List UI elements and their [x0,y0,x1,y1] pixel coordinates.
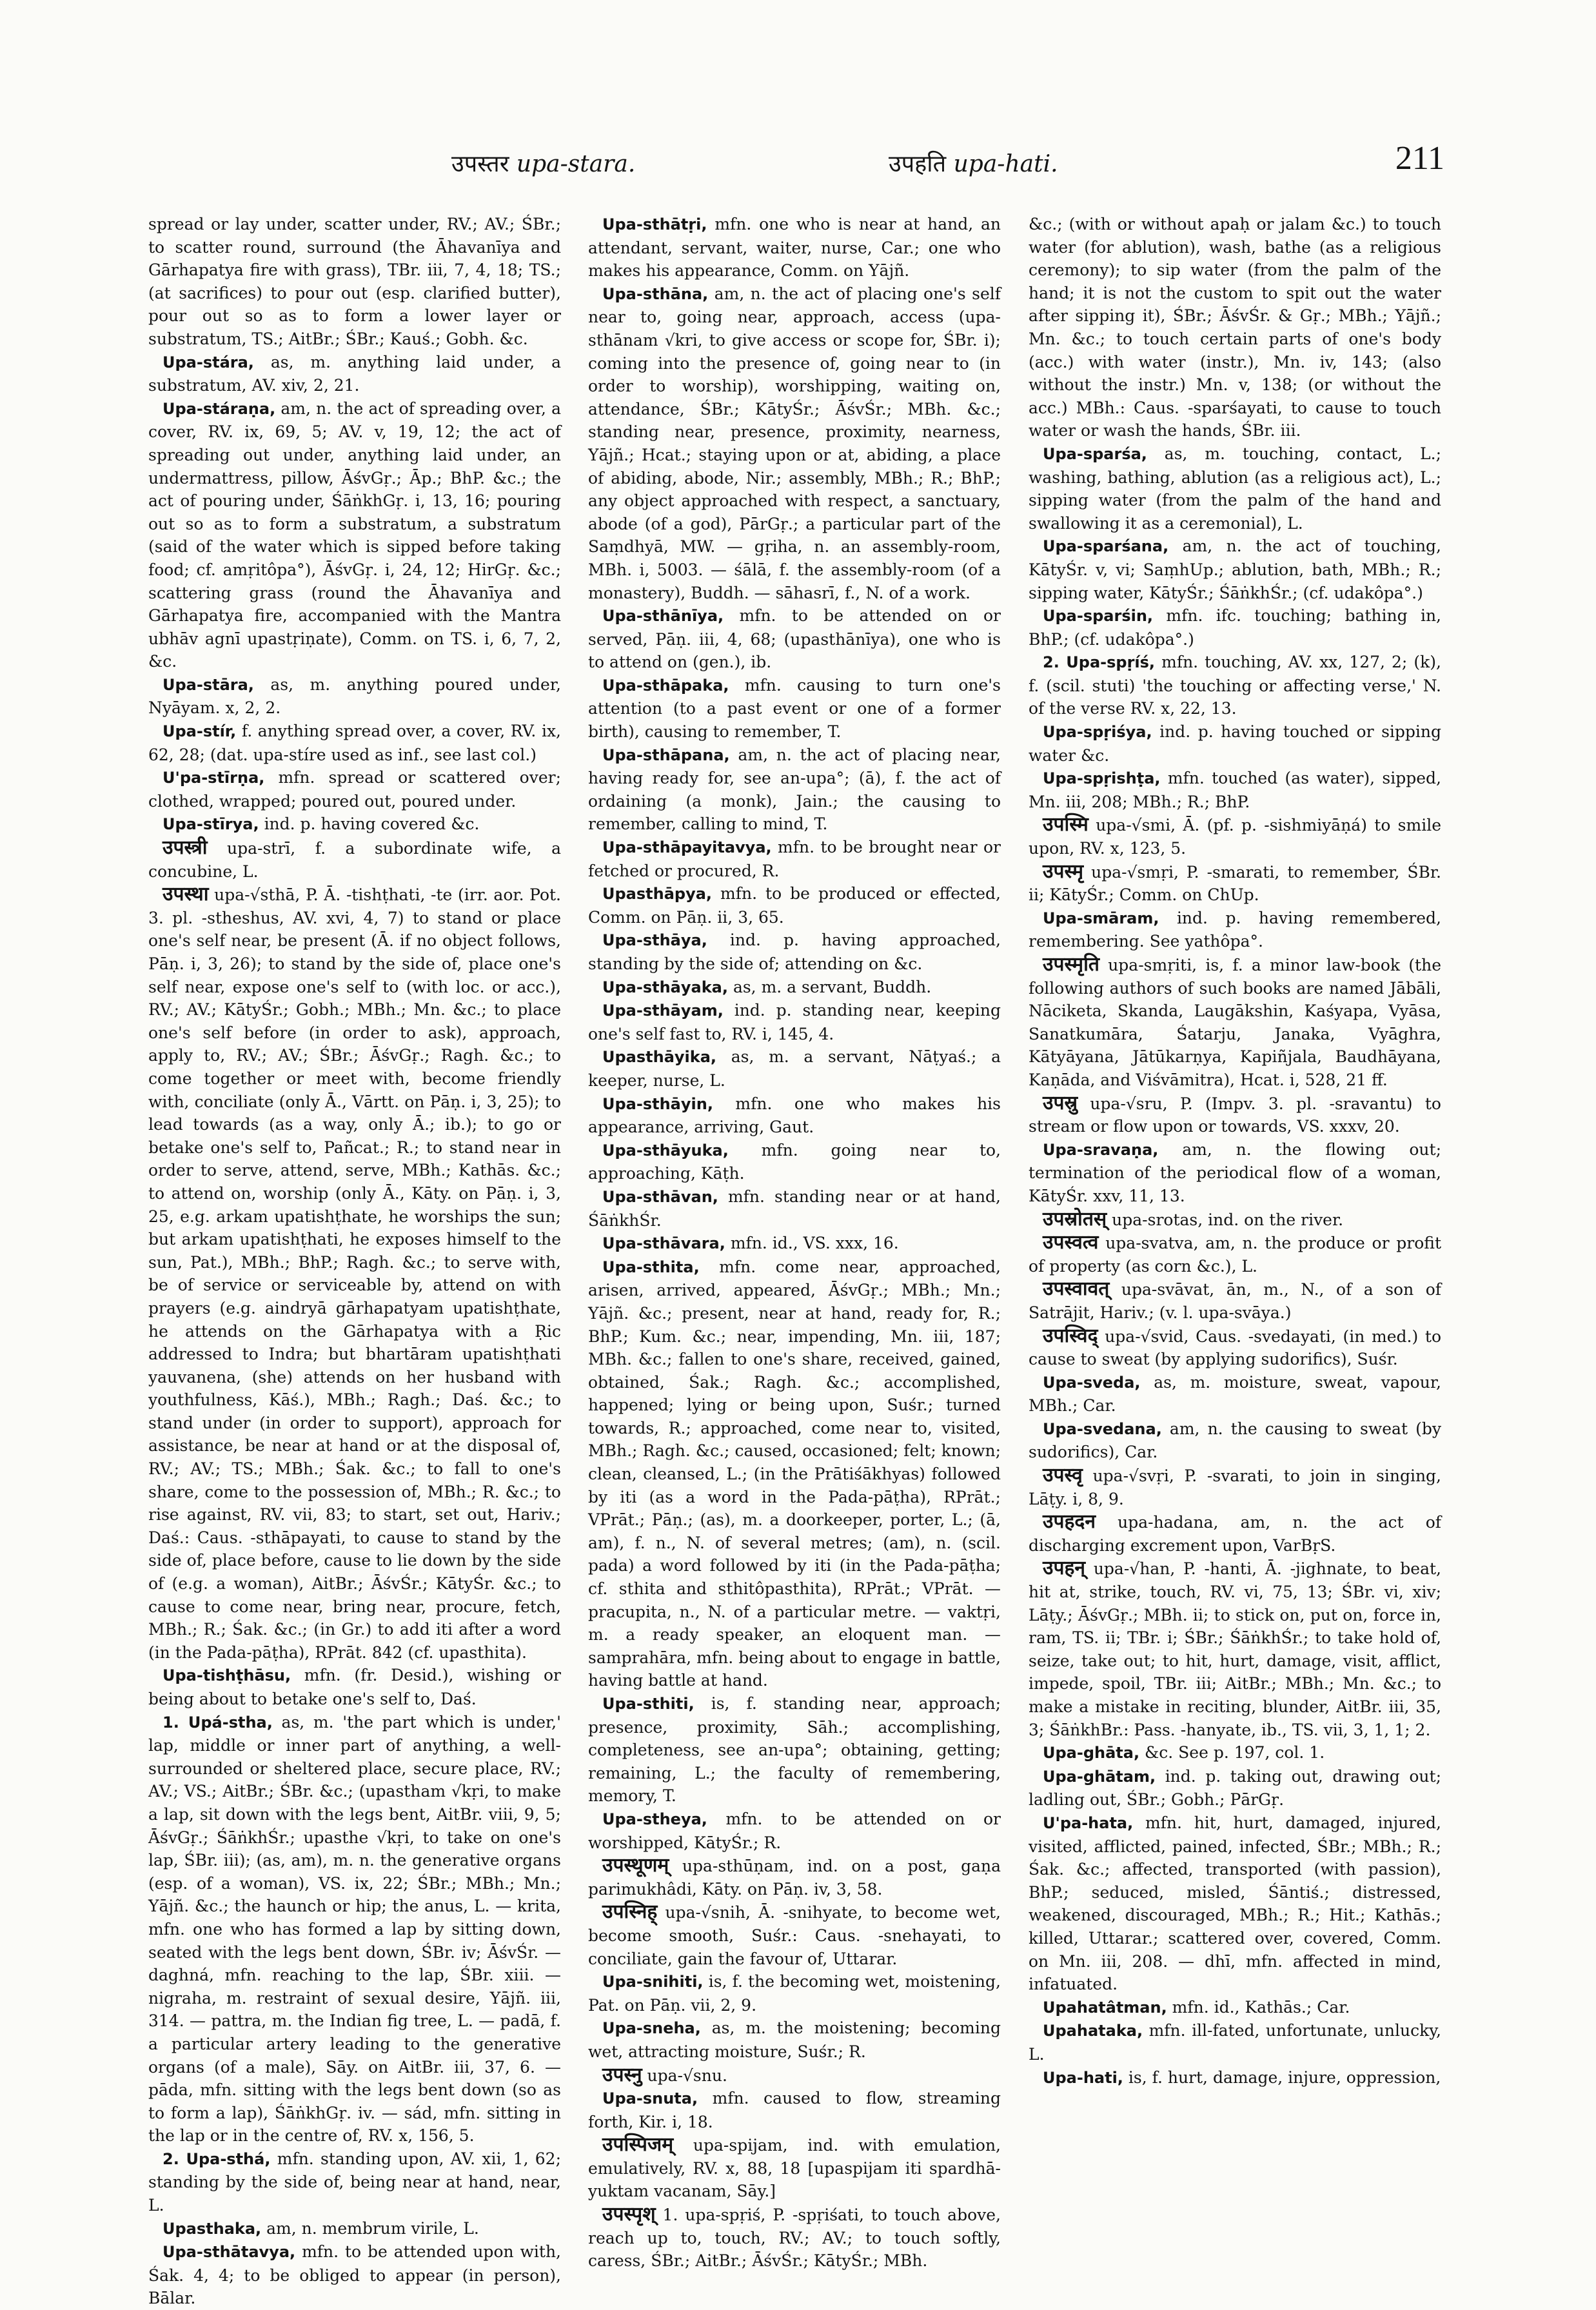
entry-text: mfn. going near to, approaching, Kāṭh. [588,1140,1001,1183]
entry-headword: Upa-sthāyuka, [602,1141,729,1160]
dictionary-entry [1029,1996,1441,2020]
entry-text: as, m. a servant, Nāṭyaś.; a keeper, nurse, L. [588,1047,1001,1090]
entry-text: mfn. to be attended upon with, Śak. 4, 4; to be obliged to appear (in person), Bālar. [148,2242,561,2308]
entry-devanagari: उपस्निह् [602,1900,658,1924]
dictionary-entry [588,674,1001,744]
entry-headword: Upasthāpya, [602,885,713,903]
entry-devanagari: उपस्थूणम् [602,1854,669,1877]
dictionary-entry [1029,1464,1441,1510]
entry-devanagari: उपस्पिजम् [602,2133,674,2157]
entry-devanagari: उपस्मि [1043,813,1089,836]
dictionary-entry [1029,213,1441,442]
dictionary-entry [1029,860,1441,907]
entry-headword: U'pa-stīrṇa, [163,769,265,787]
running-head-right-roman: upa-hati. [953,151,1058,177]
entry-text: mfn. ifc. touching; bathing in, BhP.; (cf. udakôpa°.) [1029,606,1441,649]
entry-text: upa-√sthā, P. Ā. -tishṭhati, -te (irr. aor. Pot. 3. pl. -stheshus, AV. xvi, 4, 7) to stand or place one's self near, be present (Ā. if no object follows, Pāṇ. i, 3, 26); to stand by the side of, place one's self near, expose one's self to (with loc. or acc.), RV.; AV.; KātyŚr.; Gobh.; MBh.; Mn. &c.; to place one's self before (in order to ask), approach, apply to, RV.; AV.; ŚBr.; ĀśvGṛ.; Ragh. &c.; to come together or meet with, become friendly with, conciliate (only Ā., Vārtt. on Pāṇ. i, 3, 25); to lead towards (as a way, only Ā.; ib.); to go or betake one's self to, Pañcat.; R.; to stand near in order to serve, attend, serve, MBh.; Kathās. &c.; to attend on, worship (only Ā., Kāty. on Pāṇ. i, 3, 25, e.g. arkam upatishṭhate, he worships the sun; but arkam upatishṭhati, he exposes himself to the sun, Pat.), MBh.; BhP.; Ragh. &c.; to serve with, be of service or serviceable by, attend on with prayers (e.g. aindryā gārhapatyam upatishṭhate, he attends on the Gārhapatya with a Ṛic addressed to Indra; but bhartāram upatishṭhati yauvanena, (she) attends on her husband with youthfulness, Kāś.), MBh.; Ragh.; Daś. &c.; to stand under (in order to support), approach for assistance, be near at hand or at the disposal of, RV.; AV.; TS.; MBh.; Śak. &c.; to fall to one's share, come to the possession of, MBh.; R. &c.; to rise against, RV. vii, 83; to start, set out, Hariv.; Daś.: Caus. -sthāpayati, to cause to stand by the side of, place before, cause to lie down by the side of (e.g. a woman), AitBr.; ĀśvŚr.; KātyŚr. &c.; to cause to come near, bring near, procure, fetch, MBh.; R.; Śak. &c.; (in Gr.) to add iti after a word (in the Pada-pāṭha), RPrāt. 842 (cf. upasthita). [148,885,562,1662]
dictionary-entry [1029,1557,1441,1741]
dictionary-entry [1029,1417,1441,1464]
entry-devanagari: उपस्मृति [1043,953,1099,976]
dictionary-entry [588,976,1001,1000]
entry-headword: Upa-spṛiśya, [1043,723,1152,742]
entry-text: upa-hadana, am, n. the act of discharging excrement upon, VarBṛS. [1029,1513,1441,1555]
entry-text: mfn. touching, AV. xx, 127, 2; (k), f. (scil. stuti) 'the touching or affecting verse,' N. of the verse RV. x, 22, 13. [1029,653,1441,718]
running-head-left-deva: उपस्तर [451,151,509,177]
dictionary-entry [588,1970,1001,2017]
entry-text: as, m. a servant, Buddh. [733,977,932,996]
dictionary-entry [588,2017,1001,2063]
entry-text: as, m. moisture, sweat, vapour, MBh.; Car. [1029,1372,1441,1416]
entry-text: mfn. (fr. Desid.), wishing or being about to betake one's self to, Daś. [148,1666,561,1708]
entry-text: f. anything spread over, a cover, RV. ix, 62, 28; (dat. upa-stíre used as inf., see last col.) [148,722,561,764]
entry-headword: Upa-sthāvara, [602,1234,725,1253]
entry-headword: Upa-smāram, [1043,909,1159,927]
entry-headword: Upa-sthānīya, [602,607,724,626]
entry-headword: Upahataka, [1043,2022,1143,2040]
dictionary-entry [588,1692,1001,1808]
entry-headword: Upasthāyika, [602,1048,717,1067]
entry-headword: Upa-sthāpaka, [602,676,729,695]
dictionary-entry [1029,1278,1441,1324]
dictionary-entry [1029,1371,1441,1417]
entry-devanagari: उपस्रोतस् [1043,1207,1107,1230]
entry-text: mfn. one who is near at hand, an attendant, servant, waiter, nurse, Car.; one who makes his appearance, Comm. on Yājñ. [588,215,1001,281]
page-number: 211 [1395,140,1444,177]
entry-devanagari: उपस्त्री [163,836,208,860]
entry-headword: Upa-ghāta, [1043,1744,1140,1762]
entry-devanagari: उपस्पृश् [602,2203,656,2226]
dictionary-entry [148,720,561,766]
entry-text: ind. p. having approached, standing by the side of; attending on &c. [588,931,1001,973]
dictionary-entry [1029,1208,1441,1232]
entry-text: upa-spijam, ind. with emulation, emulatively, RV. x, 88, 18 [upaspijam iti spardhā-yuktam vacanam, Sāy.] [588,2136,1001,2201]
entry-headword: Upasthaka, [163,2219,262,2238]
entry-text: upa-√svṛi, P. -svarati, to join in singing, Lāṭy. i, 8, 9. [1029,1466,1441,1508]
entry-text: mfn. hit, hurt, damaged, injured, visited, afflicted, pained, infected, ŚBr.; MBh.; R.; Śak. &c.; affected, transported (with passion), BhP.; seduced, misled, Śāntiś.; distressed, weakened, discouraged, MBh.; R.; Hit.; Kathās.; killed, Uttarar.; scattered over, covered, Comm. on Mn. iii, 208. — dhī, mfn. affected in mind, infatuated. [1029,1813,1441,1994]
entry-headword: Upa-sparśa, [1043,444,1147,463]
entry-text: &c. See p. 197, col. 1. [1145,1743,1325,1762]
entry-devanagari: उपस्वावत् [1043,1278,1110,1301]
dictionary-entry [1029,2066,1441,2090]
dictionary-entry [148,836,561,883]
entry-text: mfn. to be attended on or worshipped, KātyŚr.; R. [588,1809,1001,1852]
dictionary-entry [148,351,561,397]
entry-text: ind. p. having covered &c. [264,814,480,834]
column-3 [1029,213,1441,2218]
entry-text: upa-√snih, Ā. -snihyate, to become wet, become smooth, Suśr.: Caus. -snehayati, to conciliate, gain the favour of, Uttarar. [588,1903,1001,1968]
entry-headword: Upa-sravaṇa, [1043,1140,1159,1159]
entry-devanagari: उपस्वृ [1043,1464,1083,1487]
entry-headword: Upa-sthāya, [602,931,707,950]
dictionary-entry [588,836,1001,882]
entry-text: upa-svatva, am, n. the produce or profit of property (as corn &c.), L. [1029,1234,1441,1276]
entry-text: upa-smṛiti, is, f. a minor law-book (the following authors of such books are named Jābāli, Nāciketa, Skanda, Laugākshin, Kaśyapa, Vyāsa, Sanatkumāra, Śatarju, Janaka, Vyāghra, Kātyāyana, Jātūkarṇya, Kapiñjala, Baudhāyana, Kaṇāda, and Viśvāmitra), Hcat. i, 528, 21 ff. [1029,956,1441,1089]
entry-text: is, f. the becoming wet, moistening, Pat. on Pāṇ. vii, 2, 9. [588,1972,1001,2015]
entry-text: am, n. the act of placing one's self near to, going near, approach, access (upa-sthānam √kri, to give access or scope for, ŚBr. i); coming into the presence of, going near to (in order to worship), worshipping, waiting on, attendance, ŚBr.; KātyŚr.; ĀśvŚr.; MBh. &c.; standing near, presence, proximity, nearness, Yājñ.; Hcat.; staying upon or at, abiding, a place of abiding, abode, Nir.; assembly, MBh.; R.; BhP.; any object approached with respect, a sanctuary, abode (of a god), PārGṛ.; a particular part of the Saṃdhyā, MW. — gṛiha, n. an assembly-room, MBh. i, 5003. — śālā, f. the assembly-room (of a monastery), Buddh. — sāhasrī, f., N. of a work. [588,284,1001,602]
dictionary-entry [588,1045,1001,1092]
dictionary-entry [1029,720,1441,767]
dictionary-entry [588,1900,1001,1970]
entry-devanagari: उपस्था [163,883,209,906]
entry-headword: Upa-stára, [163,353,254,371]
entry-devanagari: उपस्मृ [1043,860,1084,883]
dictionary-entry [588,282,1001,604]
entry-headword: Upa-tishṭhāsu, [163,1666,291,1685]
dictionary-entry [148,213,561,351]
entry-devanagari: उपस्नु [602,2063,642,2086]
dictionary-entry [588,1232,1001,1256]
entry-text: &c.; (with or without apaḥ or jalam &c.) to touch water (for ablution), wash, bathe (as a religious ceremony); to sip water (from the palm of the hand; it is not the custom to spit out the water after sipping it), ŚBr.; ĀśvŚr. & Gṛ.; MBh.; Yājñ.; Mn. &c.; to touch certain parts of one's body (acc.) with water (instr.), Mn. iv, 143; (also without the instr.) Mn. v, 138; (or without the acc.) MBh.: Caus. -sparśayati, to cause to touch water or wash the hands, ŚBr. iii. [1029,215,1441,440]
entry-text: am, n. membrum virile, L. [266,2218,479,2238]
entry-headword: Upa-sthāyin, [602,1094,713,1113]
entry-text: upa-sthūṇam, ind. on a post, gaṇa parimukhâdi, Kāty. on Pāṇ. iv, 3, 58. [588,1857,1001,1899]
entry-headword: Upa-snuta, [602,2089,698,2108]
dictionary-entry [588,213,1001,282]
dictionary-entry [148,813,561,836]
entry-text: mfn. spread or scattered over; clothed, wrapped; poured out, poured under. [148,768,561,811]
entry-text: upa-√smi, Ā. (pf. p. -sishmiyāṇá) to smile upon, RV. x, 123, 5. [1029,816,1441,858]
running-head-left [451,147,635,179]
entry-text: ind. p. standing near, keeping one's self fast to, RV. i, 145, 4. [588,1001,1001,1043]
dictionary-entry [148,1711,561,2147]
entry-headword: 2. Upa-sthá, [163,2149,271,2168]
column-2 [588,213,1001,2271]
dictionary-entry [1029,442,1441,535]
column-1 [148,213,562,2308]
entry-devanagari: उपहन् [1043,1557,1086,1580]
entry-text: mfn. standing upon, AV. xii, 1, 62; standing by the side of, being near at hand, near, L. [148,2149,562,2215]
entry-text: upa-srotas, ind. on the river. [1112,1210,1344,1229]
entry-text: upa-√smṛi, P. -smarati, to remember, ŚBr. ii; KātyŚr.; Comm. on ChUp. [1029,862,1441,905]
dictionary-entry [1029,651,1441,720]
dictionary-entry [148,766,561,813]
entry-text: mfn. come near, approached, arisen, arrived, appeared, ĀśvGṛ.; MBh.; Mn.; Yājñ. &c.; present, near at hand, ready for, R.; BhP.; Kum. &c.; near, impending, Mn. iii, 187; MBh. &c.; fallen to one's share, received, gained, obtained, Śak.; Ragh. &c.; accomplished, happened; lying or being upon, Suśr.; turned towards, R.; approached, come near to, visited, MBh.; Ragh. &c.; caused, occasioned; felt; known; clean, cleansed, L.; (in the Prātiśākhyas) followed by iti (as a word in the Pada-pāṭha), RPrāt.; VPrāt.; Pāṇ.; (as), m. a doorkeeper, porter, L.; (ā, am), f. n., N. of several metres; (am), n. (scil. pada) a word followed by iti (in the Pada-pāṭha; cf. sthita and sthitôpasthita), RPrāt.; VPrāt. — pracupita, n., N. of a particular metre. — vaktṛi, m. a ready speaker, an eloquent man. — samprahāra, mfn. being about to engage in battle, having battle at hand. [588,1257,1001,1690]
entry-text: upa-√sru, P. (Impv. 3. pl. -sravantu) to stream or flow upon or towards, VS. xxxv, 20. [1029,1094,1441,1136]
entry-text: mfn. id., VS. xxx, 16. [730,1234,899,1253]
entry-text: am, n. the act of touching, KātyŚr. v, vi; SaṃhUp.; ablution, bath, MBh.; R.; sipping water, KātyŚr.; ŚāṅkhŚr.; (cf. udakôpa°.) [1029,537,1442,602]
entry-text: as, m. anything poured under, Nyāyam. x, 2, 2. [148,675,561,718]
dictionary-entry [148,2240,561,2310]
entry-headword: U'pa-hata, [1043,1813,1134,1832]
entry-headword: Upa-sneha, [602,2019,701,2038]
entry-headword: Upa-stheya, [602,1810,707,1828]
dictionary-entry [1029,1231,1441,1278]
dictionary-entry [588,882,1001,929]
entry-text: am, n. the act of spreading over, a cover, RV. ix, 69, 5; AV. v, 19, 12; the act of spreading out under, anything laid under, an undermattress, pillow, ĀśvGṛ.; Āp.; BhP. &c.; the act of pouring under, ŚāṅkhGṛ. i, 13, 16; pouring out so as to form a substratum, a substratum (said of the water which is sipped before taking food; cf. amṛitôpa°), ĀśvGṛ. i, 24, 12; HirGṛ. &c.; scattering grass (round the Āhavanīya and Gārhapatya fire, accompanied with the Mantra ubhāv agnī upastṛiṇate), Comm. on TS. i, 6, 7, 2, &c. [148,399,561,671]
dictionary-entry [148,2217,561,2241]
running-head-left-roman: upa-stara. [516,151,636,177]
entry-headword: Upa-sthāyaka, [602,978,728,996]
entry-headword: Upa-sthiti, [602,1695,695,1713]
entry-headword: Upa-sthāvan, [602,1187,718,1206]
dictionary-entry [1029,1811,1441,1996]
dictionary-entry [1029,953,1441,1092]
entry-text: mfn. one who makes his appearance, arriving, Gaut. [588,1094,1001,1137]
dictionary-entry [1029,535,1441,604]
entry-text: upa-√svid, Caus. -svedayati, (in med.) to cause to sweat (by applying sudorifics), Suśr. [1029,1327,1441,1369]
entry-text: spread or lay under, scatter under, RV.; AV.; ŚBr.; to scatter round, surround (the Āhavanīya and Gārhapatya fire with grass), TBr. iii, 7, 4, 18; TS.; (at sacrifices) to pour out (esp. clarified butter), pour out so as to form a lower layer or substratum, TS.; AitBr.; ŚBr.; Kauś.; Gobh. &c. [148,215,561,348]
page-header [148,129,1444,181]
entry-text: mfn. standing near or at hand, ŚāṅkhŚr. [588,1187,1001,1230]
entry-text: ind. p. taking out, drawing out; ladling out, ŚBr.; Gobh.; PārGṛ. [1029,1766,1441,1810]
entry-headword: Upa-stír, [163,722,237,741]
entry-headword: Upa-hati, [1043,2068,1123,2087]
dictionary-entry [588,604,1001,674]
dictionary-entry [588,2133,1001,2203]
entry-text: mfn. caused to flow, streaming forth, Kir. i, 18. [588,2089,1001,2131]
dictionary-entry [588,999,1001,1045]
entry-headword: Upa-sparśin, [1043,607,1154,626]
entry-headword: Upa-sthātṛi, [602,215,707,233]
dictionary-entry [1029,2019,1441,2066]
dictionary-entry [588,1185,1001,1232]
dictionary-entry [1029,1741,1441,1765]
entry-devanagari: उपस्रु [1043,1091,1078,1114]
dictionary-entry [1029,767,1441,813]
entry-text: is, f. standing near, approach; presence, proximity, Sāh.; accomplishing, completeness, see an-upa°; obtaining, getting; remaining, L.; the faculty of remembering, memory, T. [588,1694,1001,1806]
entry-headword: Upa-stáraṇa, [163,399,276,418]
dictionary-entry [588,1808,1001,1854]
entry-headword: Upa-sthāpana, [602,745,730,764]
entry-headword: Upa-sthāpayitavya, [602,838,772,857]
dictionary-entry [148,2147,561,2217]
running-head-right-deva: उपहति [889,151,947,177]
entry-text: am, n. the flowing out; termination of the periodical flow of a woman, KātyŚr. xxv, 11, 13. [1029,1140,1441,1205]
dictionary-entry [148,1664,561,1710]
entry-headword: 1. Upá-stha, [163,1713,273,1732]
entry-text: mfn. to be produced or effected, Comm. on Pāṇ. ii, 3, 65. [588,884,1001,927]
entry-headword: Upahatâtman, [1043,1998,1167,2017]
entry-headword: Upa-svedana, [1043,1419,1162,1438]
entry-headword: 2. Upa-spṛíś, [1043,653,1156,672]
entry-text: mfn. ill-fated, unfortunate, unlucky, L. [1029,2021,1441,2064]
entry-headword: Upa-snihiti, [602,1973,704,1991]
dictionary-entry [1029,1510,1441,1557]
dictionary-entry [148,397,561,673]
entry-text: mfn. causing to turn one's attention (to a past event or one of a former birth), causing to remember, T. [588,675,1001,742]
entry-devanagari: उपहदन [1043,1510,1096,1534]
entry-devanagari: उपस्विद् [1043,1324,1098,1347]
dictionary-entry [588,2203,1001,2273]
entry-text: upa-strī, f. a subordinate wife, a concubine, L. [148,839,561,881]
entry-headword: Upa-stāra, [163,675,254,694]
entry-headword: Upa-sthātavya, [163,2243,296,2262]
dictionary-entry [588,929,1001,975]
dictionary-entry [588,1854,1001,1900]
dictionary-entry [588,1092,1001,1139]
dictionary-entry [1029,604,1441,651]
entry-text: as, m. the moistening; becoming wet, attracting moisture, Suśr.; R. [588,2019,1001,2061]
entry-headword: Upa-sthāyam, [602,1002,724,1020]
entry-headword: Upa-sthita, [602,1258,700,1276]
entry-text: ind. p. having touched or sipping water &c. [1029,722,1441,765]
dictionary-entry [588,2087,1001,2133]
entry-text: 1. upa-spṛiś, P. -spṛiśati, to touch above, reach up to, touch, RV.; AV.; to touch softly, caress, ŚBr.; AitBr.; ĀśvŚr.; KātyŚr.; MBh. [588,2206,1001,2271]
entry-text: as, m. touching, contact, L.; washing, bathing, ablution (as a religious act), L.; sipping water (from the palm of the hand and swallowing it as a ceremonial), L. [1029,444,1441,533]
entry-text: mfn. to be attended on or served, Pāṇ. iii, 4, 68; (upasthānīya), one who is to attend on (gen.), ib. [588,606,1001,672]
dictionary-entry [588,2064,1001,2088]
dictionary-entry [1029,1765,1441,1811]
entry-headword: Upa-sparśana, [1043,537,1169,556]
dictionary-entry [1029,1325,1441,1371]
entry-text: is, f. hurt, damage, injure, oppression, [1128,2068,1441,2087]
entry-text: upa-√han, P. -hanti, Ā. -jighnate, to beat, hit at, strike, touch, RV. vi, 75, 13; ŚBr. vi, xiv; Lāṭy.; ĀśvGṛ.; MBh. ii; to stick on, put on, force in, ram, TS. ii; TBr. i; ŚBr.; ŚāṅkhŚr.; to take hold of, seize, take out; to hit, hurt, damage, visit, afflict, impede, spoil, TBr. iii; AitBr.; MBh.; Mn. &c.; to make a mistake in reciting, blunder, AitBr. iii, 35, 3; ŚāṅkhBr.: Pass. -hanyate, ib., TS. vii, 3, 1, 1; 2. [1029,1559,1441,1739]
entry-text: as, m. 'the part which is under,' lap, middle or inner part of anything, a well-surrounded or sheltered place, secure place, RV.; AV.; VS.; AitBr.; ŚBr. &c.; (upastham √kṛi, to make a lap, sit down with the legs bent, AitBr. viii, 9, 5; ĀśvGṛ.; ŚāṅkhŚr.; upasthe √kṛi, to take on one's lap, ŚBr. iii); (as, am), m. n. the generative organs (esp. of a woman), VS. ix, 22; ŚBr.; MBh.; Mn.; Yājñ. &c.; the haunch or hip; the anus, L. — krita, mfn. one who has formed a lap by sitting down, seated with the legs bent down, ŚBr. iv; ĀśvŚr. — daghná, mfn. reaching to the lap, ŚBr. xiii. — nigraha, m. restraint of sexual desire, Yājñ. iii, 314. — pattra, m. the Indian fig tree, L. — padā, f. a particular artery leading to the generative organs (of a male), Sāy. on AitBr. iii, 37, 6. — pāda, mfn. sitting with the legs bent down (so as to form a lap), ŚāṅkhGṛ. iv. — sád, mfn. sitting in the lap or in the centre of, RV. x, 156, 5. [148,1712,562,2146]
dictionary-entry [148,673,561,720]
dictionary-entry [1029,1092,1441,1138]
entry-headword: Upa-sveda, [1043,1373,1141,1392]
entry-text: am, n. the act of placing near, having ready for, see an-upa°; (ā), f. the act of ordaining (a monk), Jain.; the causing to remember, calling to mind, T. [588,745,1001,834]
entry-text: upa-svāvat, ān, m., N., of a son of Satrājit, Hariv.; (v. l. upa-svāya.) [1029,1280,1441,1322]
entry-devanagari: उपस्वत्व [1043,1231,1099,1254]
dictionary-entry [1029,1138,1441,1208]
dictionary-entry [588,1256,1001,1692]
entry-text: mfn. to be brought near or fetched or procured, R. [588,838,1001,880]
entry-headword: Upa-stīrya, [163,815,259,834]
dictionary-entry [148,883,561,1664]
entry-text: upa-√snu. [647,2066,727,2085]
entry-text: mfn. touched (as water), sipped, Mn. iii, 208; MBh.; R.; BhP. [1029,769,1441,811]
dictionary-entry [1029,813,1441,860]
entry-headword: Upa-ghātam, [1043,1767,1156,1786]
entry-text: as, m. anything laid under, a substratum, AV. xiv, 2, 21. [148,352,561,395]
dictionary-entry [588,1139,1001,1185]
dictionary-entry [588,744,1001,836]
entry-headword: Upa-sthāna, [602,284,709,303]
entry-text: ind. p. having remembered, remembering. See yathôpa°. [1029,908,1441,951]
entry-text: mfn. id., Kathās.; Car. [1172,1997,1350,2017]
entry-text: am, n. the causing to sweat (by sudorifics), Car. [1029,1419,1441,1462]
running-head-right [889,147,1058,179]
dictionary-entry [1029,907,1441,953]
dictionary-columns [148,213,1444,2308]
entry-headword: Upa-spṛishṭa, [1043,769,1161,788]
